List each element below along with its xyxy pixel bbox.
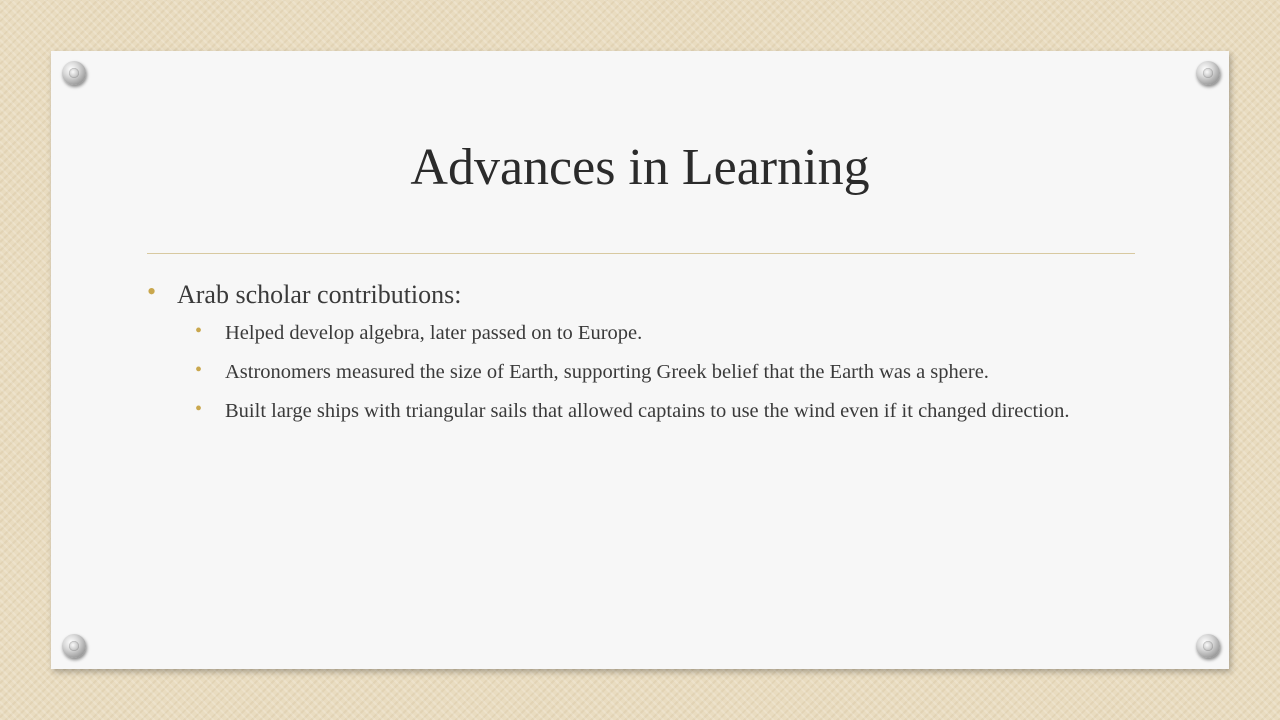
screw-icon: [62, 634, 86, 658]
slide: [51, 51, 1229, 669]
screw-icon: [1196, 634, 1220, 658]
bullet-dot-icon: •: [195, 320, 203, 343]
bullet-dot-icon: •: [195, 398, 203, 421]
list-item-text: Astronomers measured the size of Earth, supporting Greek belief that the Earth was a sphere.: [225, 361, 989, 384]
screw-icon: [62, 61, 86, 85]
title-divider: [147, 253, 1135, 254]
bullet-dot-icon: •: [195, 359, 203, 382]
screw-icon: [1196, 61, 1220, 85]
slide-content: [147, 279, 1137, 437]
list-item-text: Helped develop algebra, later passed on to Europe.: [225, 322, 643, 345]
list-item: [195, 359, 1137, 386]
bullet-heading-text: Arab scholar contributions:: [177, 280, 462, 309]
slide-title: Advances in Learning: [410, 139, 870, 196]
bullet-dot-icon: •: [147, 277, 157, 306]
sub-bullet-list: [195, 320, 1137, 425]
bullet-heading: [147, 279, 1137, 310]
list-item: [195, 320, 1137, 347]
list-item: [195, 398, 1137, 425]
list-item-text: Built large ships with triangular sails that allowed captains to use the wind even if it changed direction.: [225, 400, 1070, 423]
